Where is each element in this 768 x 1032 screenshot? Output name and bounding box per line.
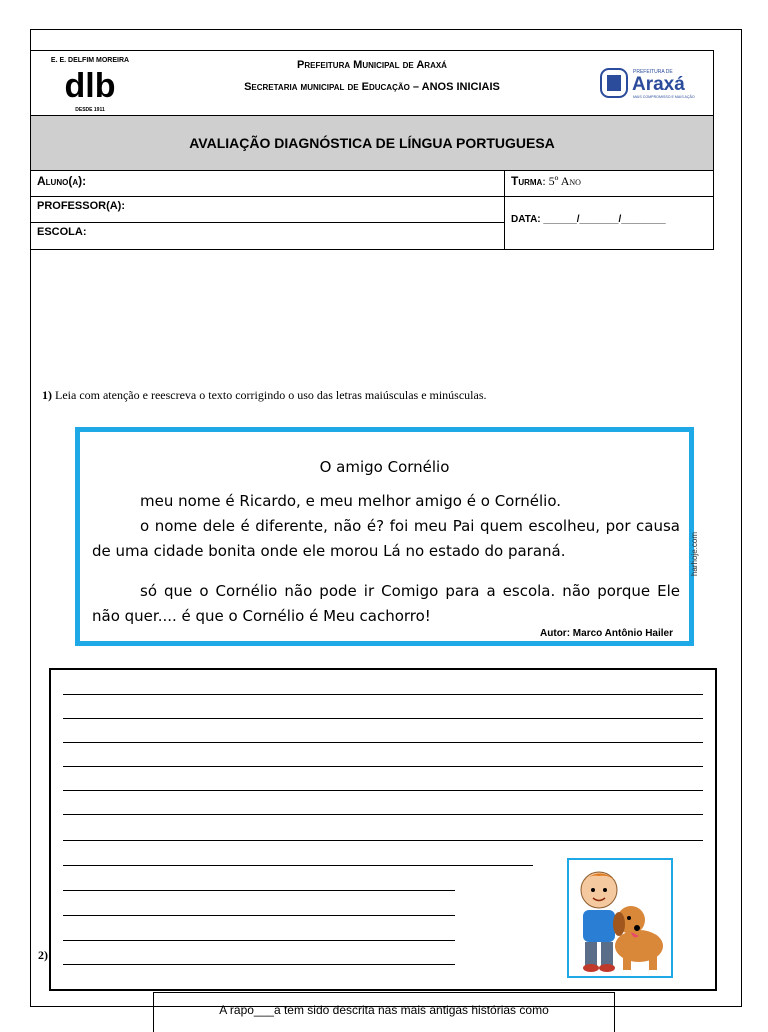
question-2-box [153, 992, 615, 1032]
question-2-number: 2) [38, 948, 48, 962]
story-paragraph-1: meu nome é Ricardo, e meu melhor amigo é o Cornélio. [140, 492, 561, 510]
story-title: O amigo Cornélio [319, 458, 450, 476]
prefeitura-line: Prefeitura Municipal de Araxá [297, 59, 447, 71]
answer-line[interactable] [63, 766, 703, 767]
answer-line[interactable] [63, 964, 455, 965]
page-title: AVALIAÇÃO DIAGNÓSTICA DE LÍNGUA PORTUGUESA [31, 116, 713, 171]
turma-field[interactable] [505, 171, 713, 197]
answer-line[interactable] [63, 940, 455, 941]
answer-line[interactable] [63, 790, 703, 791]
secretaria-line: Secretaria municipal de Educação – ANOS INICIAIS [244, 81, 500, 93]
answer-line[interactable] [63, 694, 703, 695]
answer-line[interactable] [63, 890, 455, 891]
story-box [75, 427, 699, 646]
story-author: Autor: Marco Antônio Hailer [540, 628, 673, 639]
question-1-text: Leia com atenção e reescreva o texto corrigindo o uso das letras maiúsculas e minúsculas. [52, 388, 487, 402]
professor-field[interactable]: PROFESSOR(A): [31, 197, 505, 223]
question-2-text: A rapo___a tem sido descrita nas mais antigas histórias como [219, 1003, 549, 1017]
araxa-logo-small: PREFEITURA DE [633, 69, 673, 75]
araxa-logo-name: Araxá [632, 74, 685, 95]
turma-label: Turma [511, 174, 543, 188]
boy-and-dog-picture [567, 858, 673, 978]
answer-line[interactable] [63, 840, 703, 841]
araxa-logo-icon [599, 65, 699, 101]
aluno-field[interactable]: Aluno(a): [31, 171, 505, 197]
answer-line[interactable] [63, 718, 703, 719]
school-logo-ring: E. E. DELFIM MOREIRA [51, 57, 129, 64]
story-paragraph-2: o nome dele é diferente, não é? foi meu Pai quem escolheu, por causa de uma cidade bonita onde ele morou Lá no estado do paraná. [92, 517, 680, 560]
boy-and-dog-icon [569, 860, 671, 976]
story-paragraph-3: só que o Cornélio não pode ir Comigo para a escola. não porque Ele não quer.... é que o Cornélio é Meu cachorro! [92, 582, 680, 625]
escola-field[interactable]: ESCOLA: [31, 223, 505, 249]
answer-box [49, 668, 717, 991]
answer-line[interactable] [63, 865, 533, 866]
school-logo-since: DESDE 1911 [75, 107, 105, 113]
turma-value: : 5º Ano [542, 174, 581, 188]
student-info-grid [31, 171, 713, 249]
school-logo-mark: dlb [64, 67, 116, 105]
header-table [30, 50, 714, 250]
header-logo-row [31, 51, 713, 116]
araxa-logo-sub: MAIS COMPROMISSO E MAIS AÇÃO [633, 95, 695, 99]
data-field[interactable]: DATA: ______/_______/________ [511, 214, 666, 225]
question-1-number: 1) [42, 388, 52, 402]
answer-line[interactable] [63, 814, 703, 815]
answer-line[interactable] [63, 742, 703, 743]
story-watermark: harhoje.com [690, 532, 699, 577]
question-1 [42, 388, 487, 403]
answer-line[interactable] [63, 915, 455, 916]
